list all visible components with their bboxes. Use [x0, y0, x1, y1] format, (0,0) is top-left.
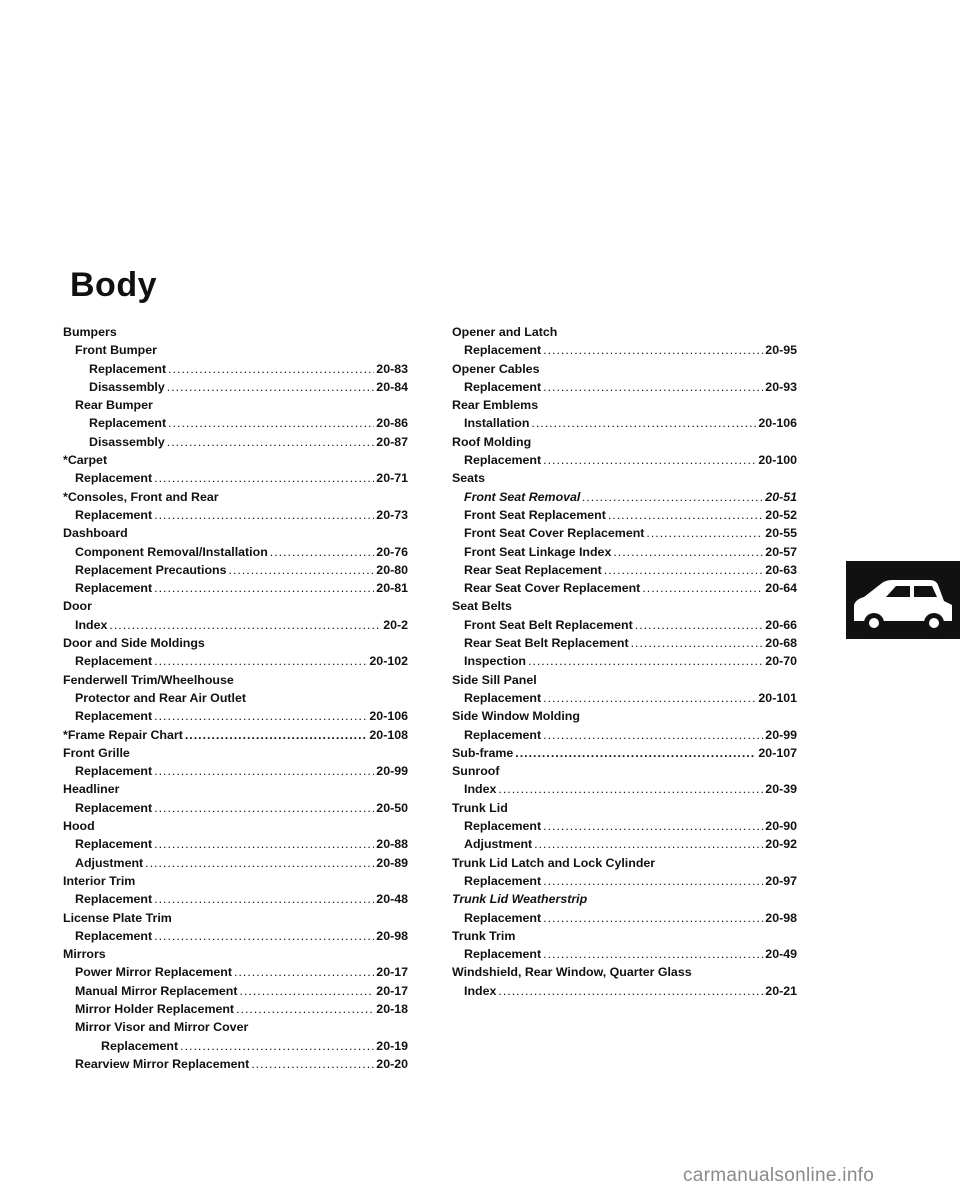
dot-leader [240, 982, 375, 1000]
toc-entry-label: Replacement [89, 361, 167, 376]
dot-leader [604, 561, 764, 579]
toc-entry [63, 561, 408, 579]
dot-leader [154, 890, 374, 908]
toc-entry-page: 20-107 [758, 745, 797, 760]
dot-leader [154, 799, 374, 817]
dot-leader [145, 854, 374, 872]
dot-leader [543, 451, 756, 469]
toc-entry-page: 20-63 [765, 562, 797, 577]
dot-leader [608, 506, 763, 524]
toc-entry-label: Front Bumper [75, 343, 157, 358]
toc-entry [452, 762, 797, 780]
dot-leader [270, 543, 375, 561]
toc-entry [63, 707, 408, 725]
toc-entry-label: Replacement [75, 654, 153, 669]
dot-leader [251, 1055, 374, 1073]
dot-leader [543, 945, 763, 963]
toc-entry-label: Door and Side Moldings [63, 636, 205, 651]
toc-entry [63, 414, 408, 432]
toc-entry-page: 20-20 [376, 1056, 408, 1071]
toc-entry-label: Front Seat Removal [464, 489, 581, 504]
toc-entry-label: Replacement Precautions [75, 562, 227, 577]
toc-entry-label: Windshield, Rear Window, Quarter Glass [452, 965, 692, 980]
toc-entry-page: 20-17 [376, 965, 408, 980]
toc-entry [452, 982, 797, 1000]
toc-entry-page: 20-55 [765, 526, 797, 541]
toc-entry-label: Installation [464, 416, 530, 431]
dot-leader [109, 616, 381, 634]
toc-entry-label: Replacement [464, 947, 542, 962]
toc-entry [63, 1037, 408, 1055]
toc-entry-label: Sunroof [452, 764, 500, 779]
toc-entry [452, 396, 797, 414]
toc-entry-label: Power Mirror Replacement [75, 965, 232, 980]
toc-entry-label: Trunk Lid Weatherstrip [452, 892, 588, 907]
toc-entry-label: Front Seat Belt Replacement [464, 617, 633, 632]
toc-entry-page: 20-51 [765, 489, 797, 504]
car-icon [846, 561, 960, 639]
dot-leader [543, 726, 763, 744]
toc-entry [452, 488, 797, 506]
dot-leader [582, 488, 763, 506]
toc-entry-label: Index [464, 782, 497, 797]
toc-entry [63, 1018, 408, 1036]
dot-leader [167, 378, 375, 396]
toc-entry-label: Trunk Trim [452, 928, 516, 943]
toc-entry [63, 451, 408, 469]
watermark: carmanualsonline.info [683, 1165, 875, 1186]
toc-entry-label: Replacement [75, 764, 153, 779]
toc-entry-page: 20-98 [765, 910, 797, 925]
toc-entry-label: Replacement [464, 379, 542, 394]
toc-entry-label: Replacement [75, 581, 153, 596]
page-title: Body [70, 266, 157, 304]
toc-entry [63, 799, 408, 817]
toc-entry-label: Replacement [89, 416, 167, 431]
toc-entry [63, 982, 408, 1000]
toc-entry-page: 20-21 [765, 983, 797, 998]
toc-entry [452, 890, 797, 908]
toc-entry [452, 835, 797, 853]
toc-entry [452, 323, 797, 341]
dot-leader [613, 543, 763, 561]
toc-entry [63, 341, 408, 359]
toc-entry [452, 872, 797, 890]
toc-entry-page: 20-97 [765, 873, 797, 888]
dot-leader [498, 982, 763, 1000]
toc-entry [452, 671, 797, 689]
dot-leader [154, 652, 367, 670]
dot-leader [498, 780, 763, 798]
toc-entry [63, 488, 408, 506]
toc-entry-label: Door [63, 599, 92, 614]
toc-entry-label: Replacement [75, 892, 153, 907]
toc-entry [63, 524, 408, 542]
toc-entry-label: Side Window Molding [452, 709, 580, 724]
dot-leader [534, 835, 763, 853]
toc-entry-label: Mirror Visor and Mirror Cover [75, 1020, 249, 1035]
toc-entry-label: Front Grille [63, 745, 130, 760]
toc-entry-label: Manual Mirror Replacement [75, 983, 238, 998]
toc-entry-label: Dashboard [63, 526, 128, 541]
toc-entry-label: Trunk Lid Latch and Lock Cylinder [452, 855, 656, 870]
dot-leader [635, 616, 764, 634]
toc-entry-page: 20-98 [376, 928, 408, 943]
toc-entry-page: 20-99 [376, 764, 408, 779]
dot-leader [543, 909, 763, 927]
dot-leader [528, 652, 763, 670]
toc-entry-page: 20-17 [376, 983, 408, 998]
toc-entry [63, 396, 408, 414]
toc-entry [452, 543, 797, 561]
toc-entry-label: Replacement [101, 1038, 179, 1053]
toc-entry-label: Replacement [464, 727, 542, 742]
toc-entry [452, 726, 797, 744]
toc-entry-label: Sub-frame [452, 745, 514, 760]
toc-entry [63, 780, 408, 798]
toc-entry [452, 561, 797, 579]
toc-entry-page: 20-93 [765, 379, 797, 394]
section-tab [846, 561, 960, 639]
toc-entry [452, 524, 797, 542]
toc-entry [452, 360, 797, 378]
toc-entry [452, 378, 797, 396]
toc-entry-label: Adjustment [464, 837, 533, 852]
dot-leader [543, 689, 756, 707]
toc-entry [452, 927, 797, 945]
toc-entry-page: 20-66 [765, 617, 797, 632]
toc-entry-label: Replacement [464, 453, 542, 468]
toc-entry [63, 360, 408, 378]
dot-leader [543, 341, 763, 359]
dot-leader [154, 506, 374, 524]
toc-entry-label: Rear Emblems [452, 398, 539, 413]
toc-entry [63, 927, 408, 945]
toc-entry-label: *Consoles, Front and Rear [63, 489, 219, 504]
dot-leader [154, 579, 374, 597]
toc-entry [63, 616, 408, 634]
dot-leader [229, 561, 375, 579]
toc-entry [63, 689, 408, 707]
toc-entry-label: Hood [63, 819, 95, 834]
toc-entry [452, 854, 797, 872]
toc-entry [63, 744, 408, 762]
toc-entry-label: Inspection [464, 654, 526, 669]
toc-entry [63, 726, 408, 744]
toc-entry-page: 20-18 [376, 1001, 408, 1016]
toc-entry [452, 963, 797, 981]
toc-entry-page: 20-108 [369, 727, 408, 742]
toc-entry [452, 689, 797, 707]
toc-entry-label: Mirrors [63, 947, 106, 962]
toc-entry-label: Adjustment [75, 855, 144, 870]
toc-entry [63, 579, 408, 597]
dot-leader [531, 414, 756, 432]
toc-entry-label: Rear Bumper [75, 398, 153, 413]
toc-entry-page: 20-89 [376, 855, 408, 870]
toc-entry-page: 20-99 [765, 727, 797, 742]
toc-entry [63, 817, 408, 835]
toc-entry-page: 20-50 [376, 800, 408, 815]
toc-entry-label: Replacement [75, 837, 153, 852]
toc-entry-label: License Plate Trim [63, 910, 172, 925]
dot-leader [646, 524, 763, 542]
toc-entry-label: Headliner [63, 782, 120, 797]
toc-entry-label: Index [75, 617, 108, 632]
toc-entry-page: 20-39 [765, 782, 797, 797]
toc-entry-page: 20-83 [376, 361, 408, 376]
dot-leader [154, 707, 367, 725]
toc-entry-page: 20-2 [383, 617, 408, 632]
toc-entry-label: Front Seat Linkage Index [464, 544, 612, 559]
toc-entry-label: Rear Seat Replacement [464, 562, 602, 577]
toc-entry [452, 341, 797, 359]
toc-entry-label: Replacement [75, 471, 153, 486]
toc-entry-page: 20-68 [765, 636, 797, 651]
toc-entry-page: 20-92 [765, 837, 797, 852]
toc-entry-page: 20-49 [765, 947, 797, 962]
toc-entry [452, 451, 797, 469]
toc-entry [452, 414, 797, 432]
dot-leader [154, 469, 374, 487]
toc-entry [63, 433, 408, 451]
dot-leader [185, 726, 368, 744]
toc-entry [63, 854, 408, 872]
dot-leader [543, 378, 763, 396]
toc-entry-page: 20-71 [376, 471, 408, 486]
toc-entry-label: Bumpers [63, 325, 117, 339]
toc-entry [63, 469, 408, 487]
dot-leader [168, 414, 374, 432]
dot-leader [154, 835, 374, 853]
toc-entry [63, 945, 408, 963]
toc-entry [63, 634, 408, 652]
toc-entry [63, 1000, 408, 1018]
dot-leader [642, 579, 763, 597]
toc-entry-label: *Carpet [63, 453, 108, 468]
toc-entry [452, 909, 797, 927]
toc-entry [63, 909, 408, 927]
toc-entry-page: 20-19 [376, 1038, 408, 1053]
toc-entry [452, 579, 797, 597]
toc-entry-label: Rear Seat Belt Replacement [464, 636, 629, 651]
toc-entry-label: Replacement [464, 873, 542, 888]
toc-entry [63, 762, 408, 780]
toc-entry [452, 433, 797, 451]
toc-entry-label: Rearview Mirror Replacement [75, 1056, 250, 1071]
toc-entry-page: 20-64 [765, 581, 797, 596]
toc-entry [63, 671, 408, 689]
toc-entry-label: Fenderwell Trim/Wheelhouse [63, 672, 234, 687]
toc-entry-page: 20-84 [376, 379, 408, 394]
toc-entry [452, 780, 797, 798]
toc-entry [452, 616, 797, 634]
toc-entry-page: 20-73 [376, 507, 408, 522]
toc-entry [63, 835, 408, 853]
dot-leader [543, 817, 763, 835]
toc-entry-page: 20-101 [758, 690, 797, 705]
toc-entry-label: Mirror Holder Replacement [75, 1001, 235, 1016]
toc-entry-page: 20-106 [369, 709, 408, 724]
toc-entry-label: Front Seat Replacement [464, 507, 606, 522]
toc-entry [63, 543, 408, 561]
toc-entry-page: 20-48 [376, 892, 408, 907]
toc-entry [63, 890, 408, 908]
toc-entry [452, 597, 797, 615]
toc-entry-label: Protector and Rear Air Outlet [75, 690, 246, 705]
toc-entry-label: Replacement [464, 690, 542, 705]
toc-entry-page: 20-95 [765, 343, 797, 358]
toc-entry-label: Seat Belts [452, 599, 512, 614]
toc-entry-label: Side Sill Panel [452, 672, 537, 687]
dot-leader [631, 634, 764, 652]
toc-entry [63, 378, 408, 396]
dot-leader [180, 1037, 374, 1055]
toc-entry [452, 634, 797, 652]
toc-entry-label: Replacement [464, 343, 542, 358]
toc-entry [452, 744, 797, 762]
toc-entry-label: Replacement [464, 910, 542, 925]
toc-entry [63, 1055, 408, 1073]
toc-entry-page: 20-88 [376, 837, 408, 852]
toc-entry-page: 20-70 [765, 654, 797, 669]
toc-entry-label: Seats [452, 471, 486, 486]
toc-entry [63, 597, 408, 615]
dot-leader [168, 360, 374, 378]
toc-entry-page: 20-81 [376, 581, 408, 596]
toc-entry-page: 20-100 [758, 453, 797, 468]
toc-entry-page: 20-87 [376, 434, 408, 449]
toc-entry-label: Component Removal/Installation [75, 544, 268, 559]
toc-entry [452, 799, 797, 817]
dot-leader [234, 963, 374, 981]
toc-entry-label: Disassembly [89, 434, 165, 449]
dot-leader [167, 433, 375, 451]
toc-entry [452, 945, 797, 963]
toc-entry [452, 506, 797, 524]
toc-entry [63, 652, 408, 670]
toc-entry [452, 707, 797, 725]
toc-entry [452, 652, 797, 670]
toc-entry-page: 20-52 [765, 507, 797, 522]
toc-entry [63, 506, 408, 524]
toc-entry-label: Opener Cables [452, 361, 540, 376]
toc-entry [63, 872, 408, 890]
toc-entry-label: Trunk Lid [452, 800, 508, 815]
toc-entry-label: Replacement [464, 819, 542, 834]
toc-entry-page: 20-80 [376, 562, 408, 577]
toc-entry-label: Rear Seat Cover Replacement [464, 581, 641, 596]
toc-entry-label: Disassembly [89, 379, 165, 394]
toc-entry-label: Roof Molding [452, 434, 532, 449]
toc-entry-page: 20-106 [758, 416, 797, 431]
toc-entry-page: 20-57 [765, 544, 797, 559]
toc-entry-page: 20-102 [369, 654, 408, 669]
toc-entry [452, 817, 797, 835]
toc-left-column [63, 323, 408, 1073]
toc-entry [63, 323, 408, 341]
toc-right-column [452, 323, 797, 1000]
toc-entry-label: Opener and Latch [452, 325, 558, 339]
toc-entry-label: Index [464, 983, 497, 998]
toc-entry [452, 469, 797, 487]
dot-leader [236, 1000, 374, 1018]
dot-leader [515, 744, 756, 762]
toc-entry-label: Interior Trim [63, 873, 136, 888]
toc-entry-label: Replacement [75, 507, 153, 522]
toc-entry-label: Replacement [75, 709, 153, 724]
dot-leader [543, 872, 763, 890]
toc-entry-page: 20-90 [765, 819, 797, 834]
toc-entry-label: Front Seat Cover Replacement [464, 526, 645, 541]
toc-entry-label: Replacement [75, 928, 153, 943]
toc-entry [63, 963, 408, 981]
toc-entry-label: Replacement [75, 800, 153, 815]
dot-leader [154, 762, 374, 780]
dot-leader [154, 927, 374, 945]
toc-entry-label: *Frame Repair Chart [63, 727, 183, 742]
toc-entry-page: 20-86 [376, 416, 408, 431]
toc-entry-page: 20-76 [376, 544, 408, 559]
